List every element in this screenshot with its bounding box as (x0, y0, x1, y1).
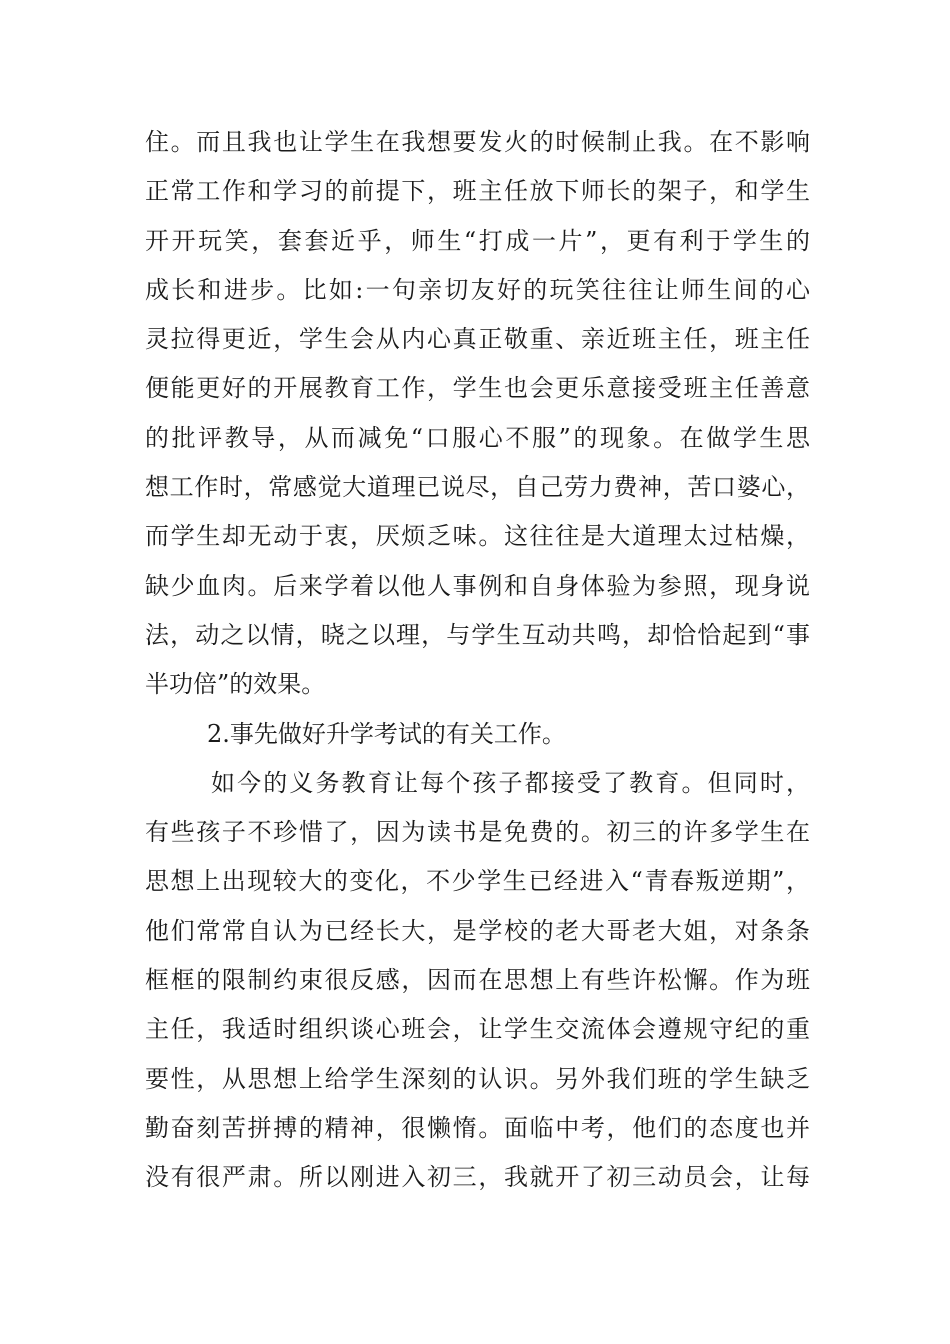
section-heading: 2.事先做好升学考试的有关工作。 (207, 719, 566, 748)
text-line: 他们常常自认为已经长大，是学校的老大哥老大姐，对条条 (145, 916, 810, 945)
text-line: 勤奋刻苦拼搏的精神，很懒惰。面临中考，他们的态度也并 (145, 1113, 810, 1142)
text-line: 便能更好的开展教育工作，学生也会更乐意接受班主任善意 (145, 374, 810, 403)
text-line: 半功倍”的效果。 (145, 670, 326, 699)
text-line: 想工作时，常感觉大道理已说尽，自己劳力费神，苦口婆心， (145, 473, 810, 502)
text-line: 灵拉得更近，学生会从内心真正敬重、亲近班主任，班主任 (145, 325, 810, 354)
text-line: 没有很严肃。所以刚进入初三，我就开了初三动员会，让每 (145, 1163, 810, 1192)
text-line: 成长和进步。比如:一句亲切友好的玩笑往往让师生间的心 (145, 275, 810, 304)
text-line: 住。而且我也让学生在我想要发火的时候制止我。在不影响 (145, 128, 810, 156)
text-line: 思想上出现较大的变化，不少学生已经进入“青春叛逆期”， (145, 867, 810, 896)
text-line: 而学生却无动于衷，厌烦乏味。这往往是大道理太过枯燥， (145, 522, 810, 551)
document-body (145, 118, 810, 1203)
text-line: 要性，从思想上给学生深刻的认识。另外我们班的学生缺乏 (145, 1064, 810, 1093)
text-line: 缺少血肉。后来学着以他人事例和自身体验为参照，现身说 (145, 571, 810, 600)
text-line: 的批评教导，从而减免“口服心不服”的现象。在做学生思 (145, 423, 810, 452)
text-line: 法，动之以情，晓之以理，与学生互动共鸣，却恰恰起到“事 (145, 620, 810, 649)
text-line: 开开玩笑，套套近乎，师生“打成一片”，更有利于学生的 (145, 226, 810, 255)
text-line: 框框的限制约束很反感，因而在思想上有些许松懈。作为班 (145, 966, 810, 995)
text-line: 正常工作和学习的前提下，班主任放下师长的架子，和学生 (145, 177, 810, 206)
text-line: 有些孩子不珍惜了，因为读书是免费的。初三的许多学生在 (145, 818, 810, 847)
text-line: 主任，我适时组织谈心班会，让学生交流体会遵规守纪的重 (145, 1015, 810, 1044)
text-line: 如今的义务教育让每个孩子都接受了教育。但同时， (211, 768, 810, 797)
